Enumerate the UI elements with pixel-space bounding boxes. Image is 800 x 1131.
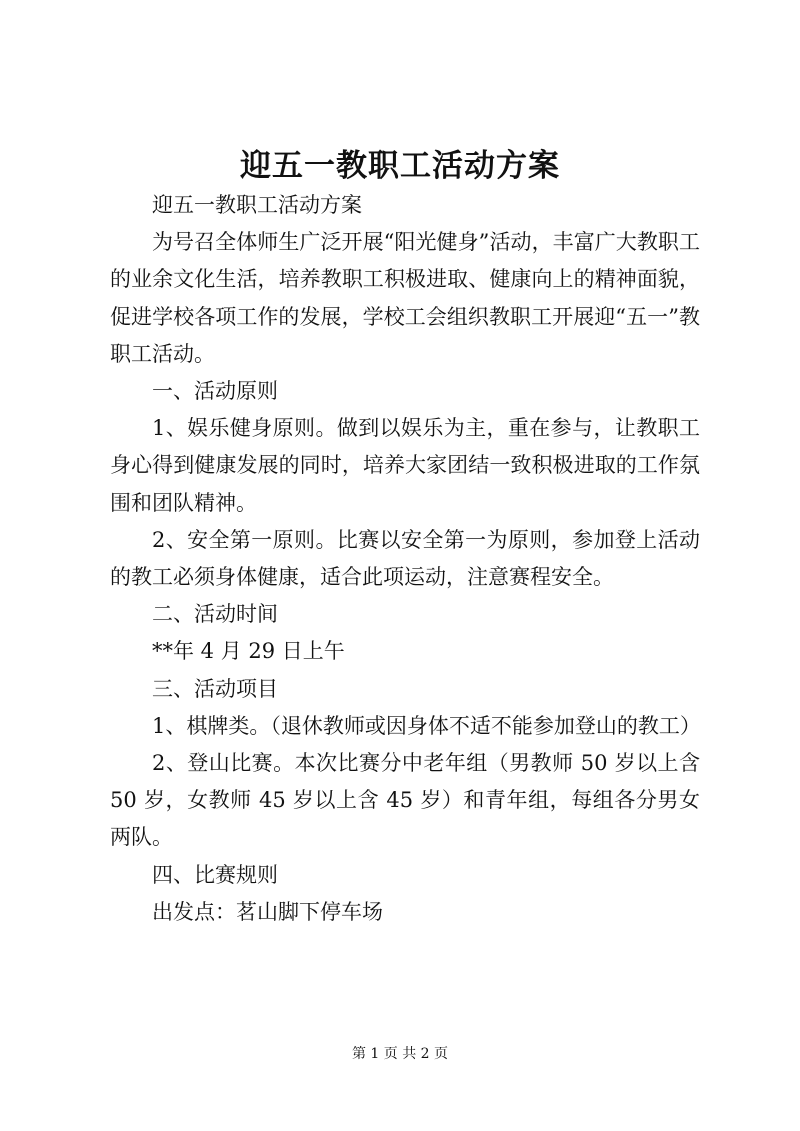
- time-paragraph: **年 4 月 29 日上午: [152, 639, 345, 664]
- principle-paragraph-1: 1、娱乐健身原则。做到以娱乐为主，重在参与，让教职工身心得到健康发展的同时，培养大家团结一致积极进取的工作氛围和团队精神。: [110, 416, 700, 515]
- page-footer: 第 1 页 共 2 页: [351, 1046, 449, 1062]
- document-title: 迎五一教职工活动方案: [240, 148, 560, 184]
- rules-paragraph-1: 出发点：茗山脚下停车场: [152, 899, 383, 924]
- item-paragraph-2: 2、登山比赛。本次比赛分中老年组（男教师 50 岁以上含 50 岁，女教师 45 岁以上含 45 岁）和青年组，每组各分男女两队。: [110, 751, 700, 850]
- section-heading-rules: 四、比赛规则: [152, 862, 278, 887]
- principle-paragraph-2: 2、安全第一原则。比赛以安全第一为原则，参加登上活动的教工必须身体健康，适合此项运动，注意赛程安全。: [110, 527, 700, 590]
- document-body: [110, 187, 700, 931]
- item-paragraph-1: 1、棋牌类。（退休教师或因身体不适不能参加登山的教工）: [152, 713, 701, 738]
- section-heading-items: 三、活动项目: [152, 676, 278, 701]
- section-heading-principles: 一、活动原则: [152, 379, 278, 404]
- intro-paragraph: 为号召全体师生广泛开展“阳光健身”活动，丰富广大教职工的业余文化生活，培养教职工积极进取、健康向上的精神面貌，促进学校各项工作的发展，学校工会组织教职工开展迎“五一”教职工活动。: [110, 230, 700, 366]
- section-heading-time: 二、活动时间: [152, 602, 278, 627]
- subtitle-paragraph: 迎五一教职工活动方案: [152, 193, 362, 217]
